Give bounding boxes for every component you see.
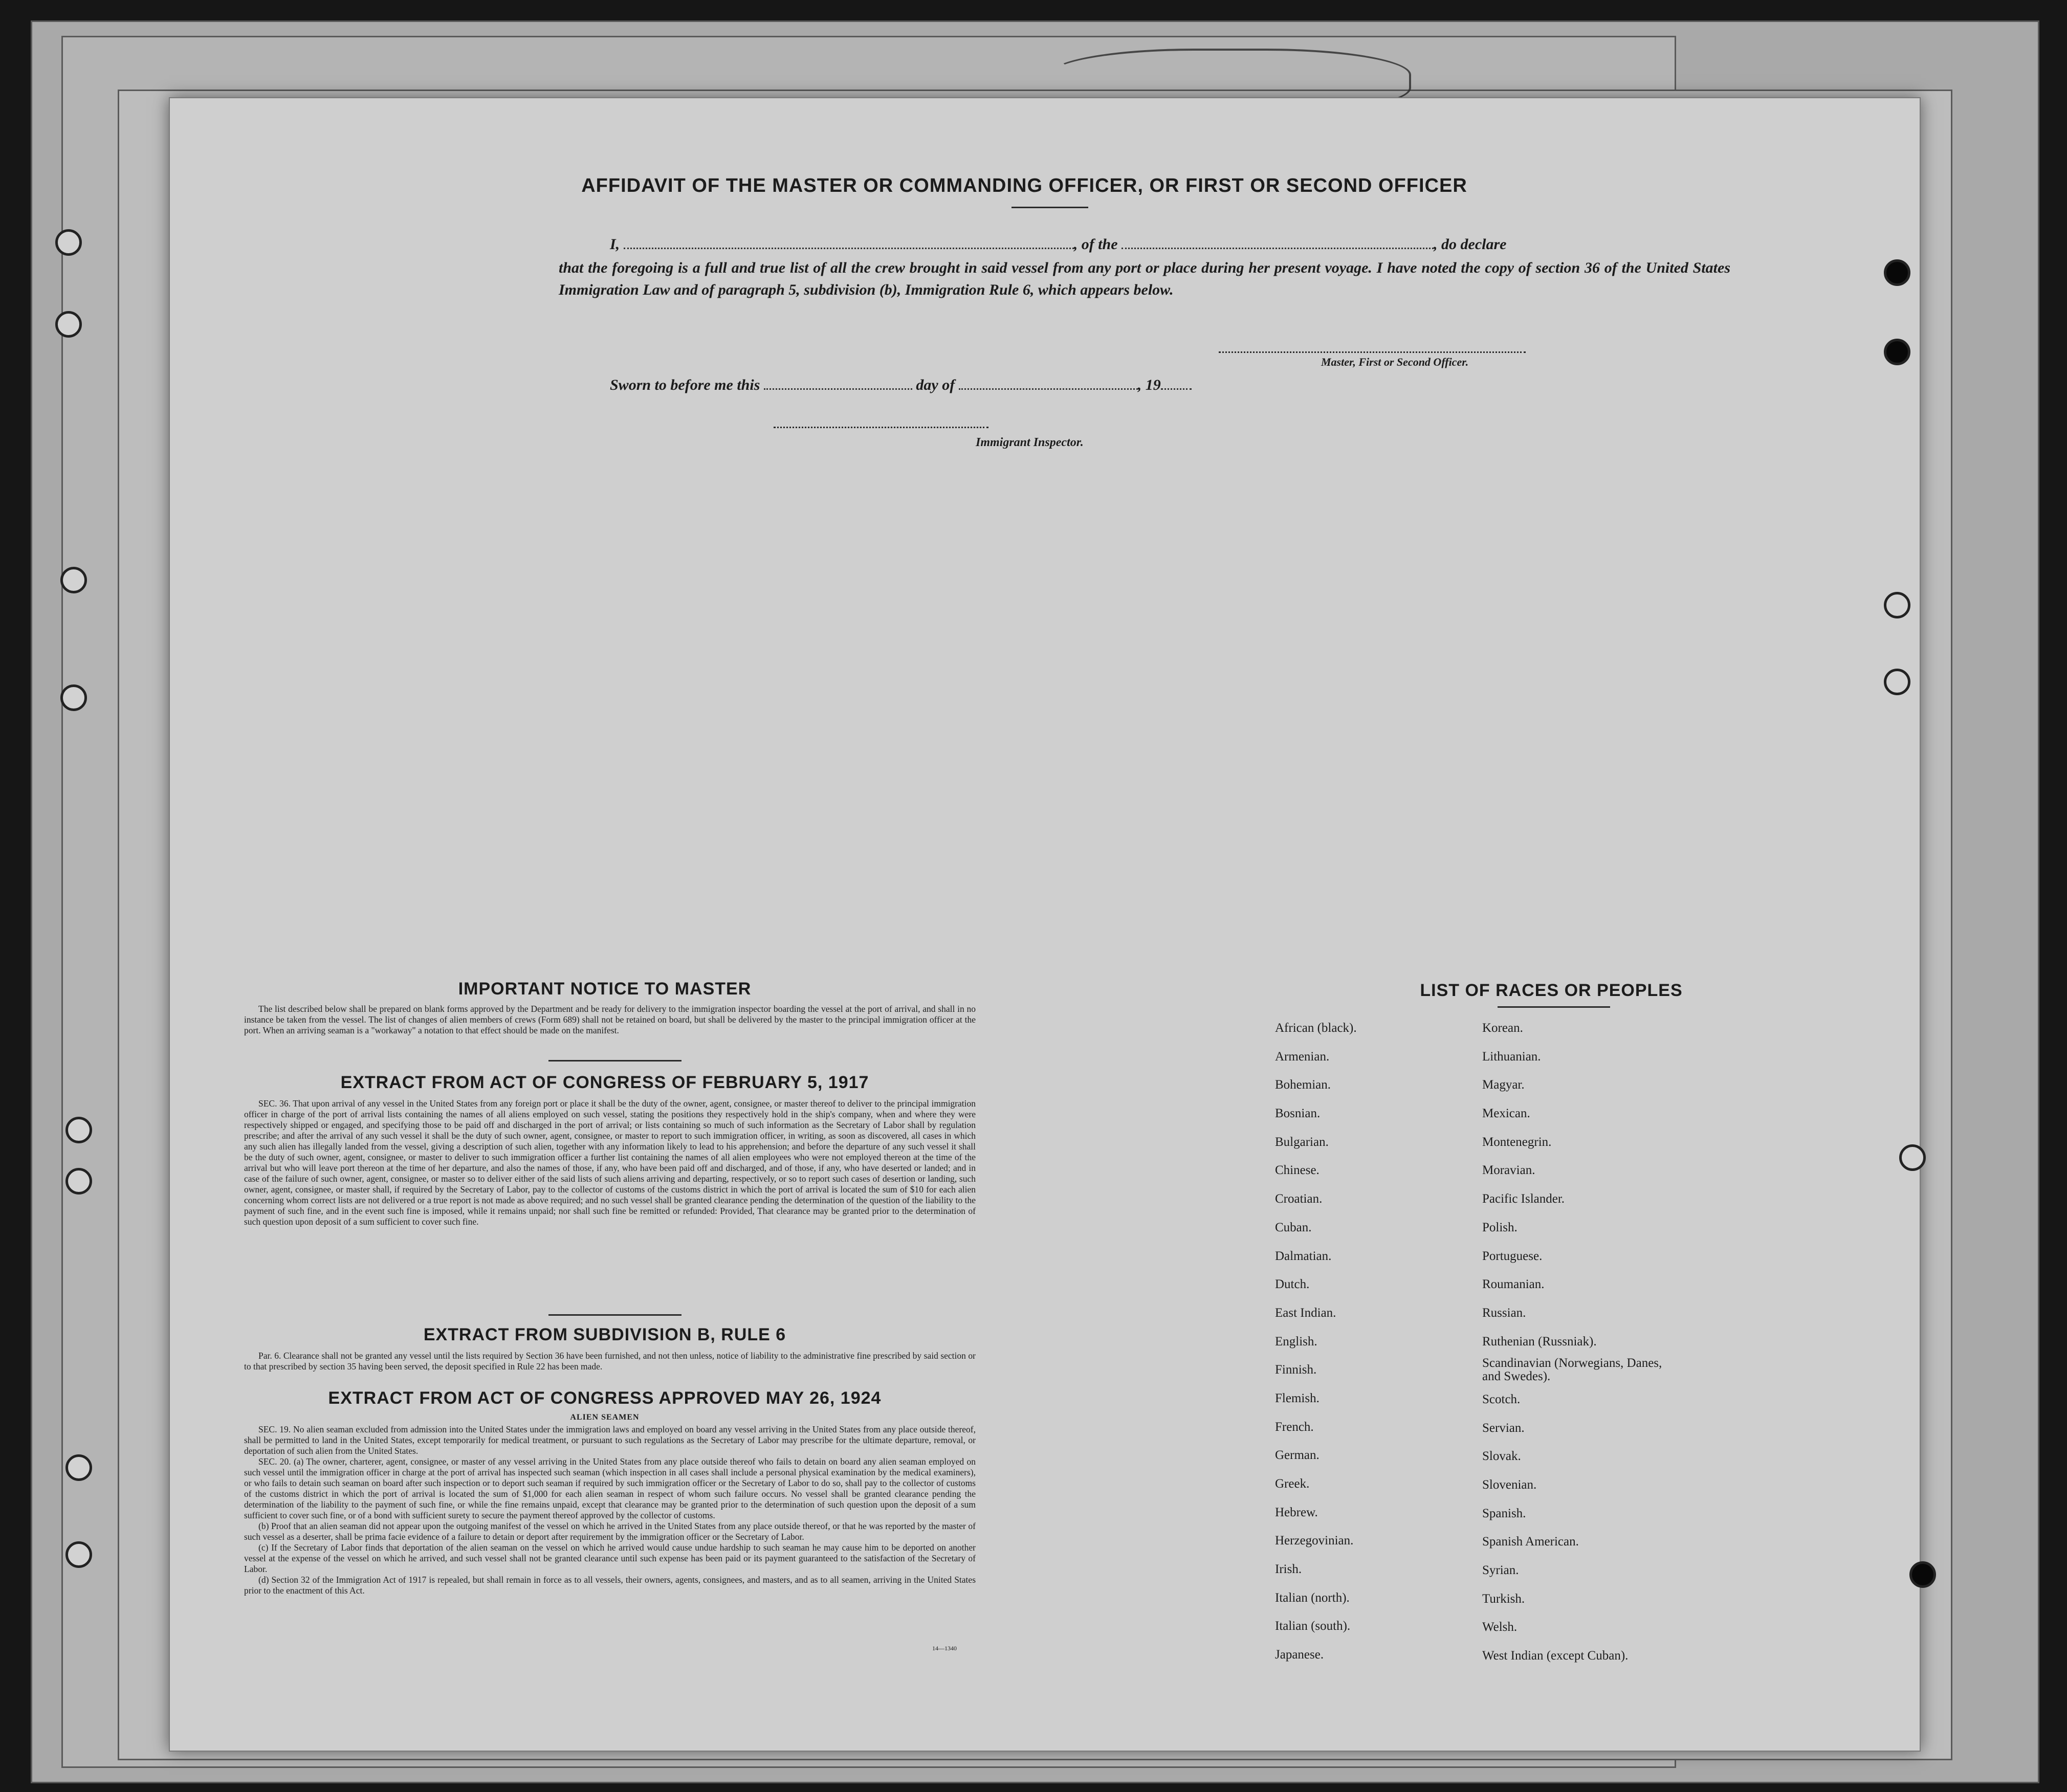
race-item: Scandinavian (Norwegians, Danes, and Swedes). [1482, 1356, 1662, 1384]
race-item: East Indian. [1275, 1306, 1336, 1320]
race-item: Montenegrin. [1482, 1135, 1552, 1149]
sworn-year: , 19 [1137, 377, 1161, 393]
race-item: Italian (north). [1275, 1590, 1350, 1605]
race-item: Italian (south). [1275, 1619, 1351, 1633]
race-item: Irish. [1275, 1562, 1302, 1577]
punch-hole [65, 1541, 92, 1568]
form-page [169, 97, 1921, 1752]
race-item: English. [1275, 1334, 1317, 1348]
race-item: French. [1275, 1420, 1314, 1434]
race-item: Spanish. [1482, 1506, 1526, 1520]
race-item: Armenian. [1275, 1049, 1330, 1064]
race-item: Servian. [1482, 1421, 1525, 1435]
declaration-declare: , do declare [1434, 236, 1507, 253]
race-item: German. [1275, 1448, 1320, 1463]
sworn-prefix: Sworn to before me this [610, 377, 760, 393]
divider [548, 1060, 681, 1061]
race-item: Herzegovinian. [1275, 1534, 1354, 1548]
sworn-year-field[interactable] [1161, 373, 1192, 390]
rule6-heading: EXTRACT FROM SUBDIVISION B, RULE 6 [423, 1325, 786, 1344]
race-item: Cuban. [1275, 1220, 1312, 1234]
race-item: Turkish. [1482, 1591, 1525, 1606]
divider [1011, 207, 1088, 208]
punch-hole [65, 1454, 92, 1481]
race-item: Bohemian. [1275, 1078, 1331, 1092]
race-item: Korean. [1482, 1021, 1523, 1035]
race-item: Lithuanian. [1482, 1049, 1541, 1064]
notice-text [244, 1004, 976, 1036]
race-item: Chinese. [1275, 1163, 1320, 1178]
form-number: 14—1340 [932, 1645, 957, 1652]
inspector-signature-field[interactable] [774, 427, 988, 428]
affidavit-body: that the foregoing is a full and true list of all the crew brought in said vessel from any port or place during her present voyage. I have noted the copy of section 36 of the United States Immigration Law and of paragraph 5, subdivision (b), Immigration Rule 6, which appears below. [559, 259, 1730, 298]
race-item: Ruthenian (Russniak). [1482, 1334, 1597, 1348]
rule6-paragraph: Par. 6. Clearance shall not be granted any vessel until the lists required by Section 36 have been furnished, and not then unless, notice of liability to the administrative fine prescribed by said section or to that prescribed by section 35 having been served, the deposit specified in Rule 22 has been made. [244, 1351, 976, 1371]
rule6-text [244, 1351, 976, 1372]
race-item: Dutch. [1275, 1277, 1310, 1292]
inspector-label: Immigrant Inspector. [976, 436, 1084, 449]
punch-hole [65, 1117, 92, 1143]
act-1917-heading: EXTRACT FROM ACT OF CONGRESS OF FEBRUARY 5, 1917 [340, 1073, 869, 1092]
act-1924-text [244, 1424, 976, 1596]
act-1924-heading: EXTRACT FROM ACT OF CONGRESS APPROVED MAY 26, 1924 [328, 1388, 882, 1408]
race-item: Japanese. [1275, 1648, 1324, 1662]
punch-hole [55, 229, 82, 256]
races-right-column [1482, 1014, 1697, 1670]
punch-hole [1884, 259, 1910, 286]
race-item: Greek. [1275, 1477, 1310, 1491]
punch-hole [65, 1168, 92, 1194]
declaration-of-the: , of the [1073, 236, 1118, 253]
declaration-line [610, 232, 1735, 253]
race-item: Slovenian. [1482, 1478, 1537, 1492]
declaration-i: I, [610, 236, 620, 253]
race-item: West Indian (except Cuban). [1482, 1649, 1629, 1663]
punch-hole [1884, 339, 1910, 365]
race-item: Syrian. [1482, 1563, 1519, 1578]
race-item: Bulgarian. [1275, 1135, 1329, 1149]
act-1917-paragraph: SEC. 36. That upon arrival of any vessel in the United States from any foreign port or place it shall be the duty of the owner, agent, consignee, or master thereof to deliver to the principal immigration officer in charge of the port of arrival lists containing the names of all aliens employed on such vessel, stating the positions they respectively hold in the ship's company, when and where they were respectively shipped or engaged, and specifying those to be paid off and discharged in the port of arrival; or lists containing so much of such information as the Secretary of Labor shall by regulation prescribe; and after the arrival of any such vessel it shall be the duty of such owner, agent, consignee, or master to report to such immigration officer, in writing, as soon as discovered, all cases in which any such alien has illegally landed from the vessel, giving a description of such alien, together with any information likely to lead to his apprehension; and before the departure of any such vessel it shall be the duty of such owner, agent, consignee, or master to deliver to such immigration officer a further list containing the names of all alien employees who were not employed thereon at the time of the arrival but who will leave port thereon at the time of her departure, and also the names of those, if any, who have been paid off and discharged, and of those, if any, who have deserted or landed; and in case of the failure of such owner, agent, consignee, or master so to deliver either of the said lists of such aliens arriving and departing, respectively, or so to report such cases of desertion or landing, such owner, agent, consignee, or master shall, if required by the Secretary of Labor, pay to the collector of customs of the customs district in which the port of arrival is located the sum of $10 for each alien concerning whom correct lists are not delivered or a true report is not made as above required; and no such vessel shall be granted clearance pending the determination of the question of the liability to the payment of such fine, and in the event such fine is imposed, while it remains unpaid; nor shall such fine be remitted or refunded: Provided, That clearance may be granted prior to the determination of such question upon deposit of a sum sufficient to cover such fine. [244, 1098, 976, 1227]
races-left-column [1275, 1014, 1469, 1669]
officer-name-field[interactable] [624, 232, 1074, 249]
race-item: Russian. [1482, 1306, 1526, 1320]
divider [548, 1314, 681, 1316]
punch-hole [55, 311, 82, 338]
divider [1498, 1006, 1610, 1008]
race-item: Roumanian. [1482, 1277, 1545, 1292]
race-item: Magyar. [1482, 1078, 1525, 1092]
race-item: Slovak. [1482, 1449, 1521, 1464]
race-item: African (black). [1275, 1021, 1357, 1035]
race-item: Spanish American. [1482, 1535, 1579, 1549]
act-1917-text [244, 1098, 976, 1227]
punch-hole [1899, 1144, 1926, 1171]
race-item: Welsh. [1482, 1620, 1518, 1634]
sworn-day-field[interactable] [764, 373, 912, 390]
alien-seamen-subheading: ALIEN SEAMEN [570, 1413, 640, 1422]
race-item: Scotch. [1482, 1392, 1521, 1406]
sworn-line [610, 373, 1192, 394]
master-signature-label: Master, First or Second Officer. [1321, 356, 1469, 368]
sec20b-paragraph: (b) Proof that an alien seaman did not appear upon the outgoing manifest of the vessel on which he arrived in the United States from any place outside thereof, or that he was reported by the master of such vessel as a deserter, shall be prima facie evidence of a failure to detain or deport after requirement by the immigration officer or the Secretary of Labor. [244, 1521, 976, 1542]
sworn-month-field[interactable] [959, 373, 1138, 390]
race-item: Polish. [1482, 1220, 1518, 1234]
race-item: Pacific Islander. [1482, 1192, 1565, 1206]
notice-paragraph: The list described below shall be prepared on blank forms approved by the Department and be ready for delivery to the immigration inspector boarding the vessel at the port of arrival, and shall in no instance be taken from the vessel. The list of changes of alien members of crews (Form 689) shall not be retained on board, but shall be delivered by the master to the principal immigration officer at the port. When an arriving seaman is a "workaway" a notation to that effect should be made on the manifest. [244, 1004, 976, 1035]
punch-hole [1909, 1561, 1936, 1588]
notice-heading: IMPORTANT NOTICE TO MASTER [458, 979, 752, 999]
race-item: Dalmatian. [1275, 1249, 1332, 1263]
races-heading: LIST OF RACES OR PEOPLES [1420, 981, 1683, 1000]
race-item: Hebrew. [1275, 1505, 1318, 1519]
race-item: Bosnian. [1275, 1107, 1321, 1121]
race-item: Moravian. [1482, 1163, 1535, 1178]
punch-hole [60, 684, 87, 711]
sec20d-paragraph: (d) Section 32 of the Immigration Act of 1917 is repealed, but shall remain in force as to all vessels, their owners, agents, consignees, and masters, and as to all seamen, arriving in the United States prior to the enactment of this Act. [244, 1575, 976, 1596]
vessel-name-field[interactable] [1122, 232, 1434, 249]
punch-hole [1884, 669, 1910, 695]
sec19-paragraph: SEC. 19. No alien seaman excluded from admission into the United States under the immigration laws and employed on board any vessel arriving in the United States from any place outside thereof, shall be permitted to land in the United States, except temporarily for medical treatment, or pursuant to such regulations as the Secretary of Labor may prescribe for the ultimate departure, removal, or deportation of such alien from the United States. [244, 1424, 976, 1456]
master-signature-field[interactable] [1219, 351, 1526, 353]
affidavit-heading: AFFIDAVIT OF THE MASTER OR COMMANDING OFFICER, OR FIRST OR SECOND OFFICER [581, 175, 1467, 196]
race-item: Portuguese. [1482, 1249, 1543, 1263]
punch-hole [60, 567, 87, 593]
sec20c-paragraph: (c) If the Secretary of Labor finds that deportation of the alien seaman on the vessel on which he arrived would cause undue hardship to such seaman he may cause him to be deported on another vessel at the expense of the vessel on which he arrived, and such vessel shall not be granted clearance until such expense has been paid or its payment guaranteed to the satisfaction of the Secretary of Labor. [244, 1542, 976, 1574]
sworn-day-of: day of [916, 377, 955, 393]
sec20a-paragraph: SEC. 20. (a) The owner, charterer, agent, consignee, or master of any vessel arriving in the United States from any place outside thereof who fails to detain on board any alien seaman employed on such vessel until the immigration officer in charge at the port of arrival has inspected such seaman (which inspection in all cases shall include a personal physical examination by the medical examiners), or who fails to detain such seaman on board after such inspection or to deport such seaman if required by such immigration officer or the Secretary of Labor to do so, shall pay to the collector of customs of the customs district in which the port of arrival is located the sum of $1,000 for each alien seaman in respect of whom such failure occurs. No vessel shall be granted clearance pending the determination of the liability to the payment of such fine, or while the fine remains unpaid, except that clearance may be granted prior to the determination of such question upon the deposit of a sum sufficient to cover such fine, or of a bond with sufficient surety to secure the payment thereof approved by the collector of customs. [244, 1456, 976, 1520]
punch-hole [1884, 592, 1910, 618]
race-item: Croatian. [1275, 1192, 1323, 1206]
race-item: Flemish. [1275, 1391, 1320, 1405]
race-item: Finnish. [1275, 1363, 1317, 1377]
race-item: Mexican. [1482, 1107, 1530, 1121]
